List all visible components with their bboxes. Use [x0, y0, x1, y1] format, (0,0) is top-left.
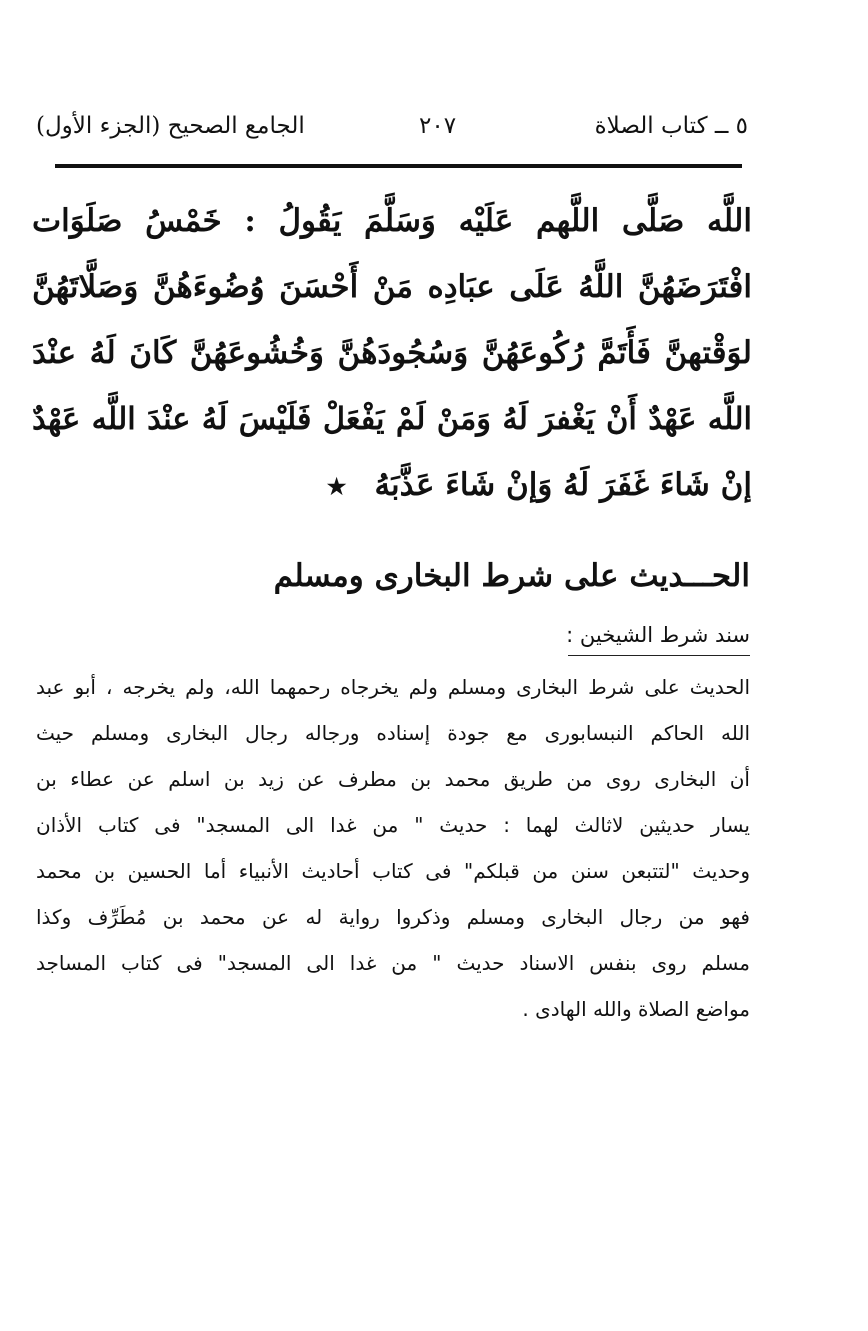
hadith-line: لوَقْتهنَّ فَأَتَمَّ رُكُوعَهُنَّ وَسُجُودَهُنَّ وَخُشُوعَهُنَّ كَانَ لَهُ عنْدَ: [32, 335, 752, 371]
commentary-paragraph: [36, 664, 750, 1032]
page-number: ٢٠٧: [419, 113, 457, 139]
section-subheading: سند شرط الشيخين :: [566, 623, 750, 647]
commentary-line: أن البخارى روى من طريق محمد بن مطرف عن زيد بن اسلم عن عطاء بن: [36, 767, 750, 791]
hadith-verdict: الحـــديث على شرط البخارى ومسلم: [273, 558, 750, 594]
running-header: [36, 106, 748, 146]
hadith-line: اللَّه عَهْدٌ أَنْ يَغْفرَ لَهُ وَمَنْ لَمْ يَفْعَلْ فَلَيْسَ لَهُ عنْدَ اللَّه عَهْدٌ: [32, 401, 752, 437]
hadith-line: اللَّه صَلَّى اللَّهم عَلَيْه وَسَلَّمَ يَقُولُ : خَمْسُ صَلَوَات: [32, 203, 752, 239]
hadith-line-text: إنْ شَاءَ غَفَرَ لَهُ وَإنْ شَاءَ عَذَّبَهُ: [374, 467, 752, 503]
commentary-line: يسار حديثين لاثالث لهما : حديث " من غدا الى المسجد" فى كتاب الأذان: [36, 813, 750, 837]
commentary-line: وحديث "لتتبعن سنن من قبلكم" فى كتاب أحاديث الأنبياء أما الحسين بن محمد: [36, 859, 750, 883]
commentary-line: مسلم روى بنفس الاسناد حديث " من غدا الى المسجد" فى كتاب المساجد: [36, 951, 750, 975]
commentary-line: مواضع الصلاة والله الهادى .: [522, 997, 750, 1021]
hadith-line: افْتَرَضَهُنَّ اللَّهُ عَلَى عبَادِه مَنْ أَحْسَنَ وُضُوءَهُنَّ وَصَلَّاتَهُنَّ: [32, 269, 752, 305]
book-title: الجامع الصحيح (الجزء الأول): [36, 113, 305, 139]
commentary-line: فهو من رجال البخارى ومسلم وذكروا رواية له عن محمد بن مُطَرِّف وكذا: [36, 905, 750, 929]
commentary-line: الحديث على شرط البخارى ومسلم ولم يخرجاه رحمهما الله، ولم يخرجه ، أبو عبد: [36, 675, 750, 699]
chapter-title: ٥ ــ كتاب الصلاة: [594, 113, 748, 139]
subheading-underline: [568, 655, 750, 656]
star-icon: ★: [326, 473, 347, 500]
hadith-text: [32, 188, 752, 518]
hadith-line-last: [32, 452, 752, 518]
commentary-line: الله الحاكم النبسابورى مع جودة إسناده ورجاله رجال البخارى ومسلم حيث: [36, 721, 750, 745]
header-rule: [55, 164, 742, 168]
